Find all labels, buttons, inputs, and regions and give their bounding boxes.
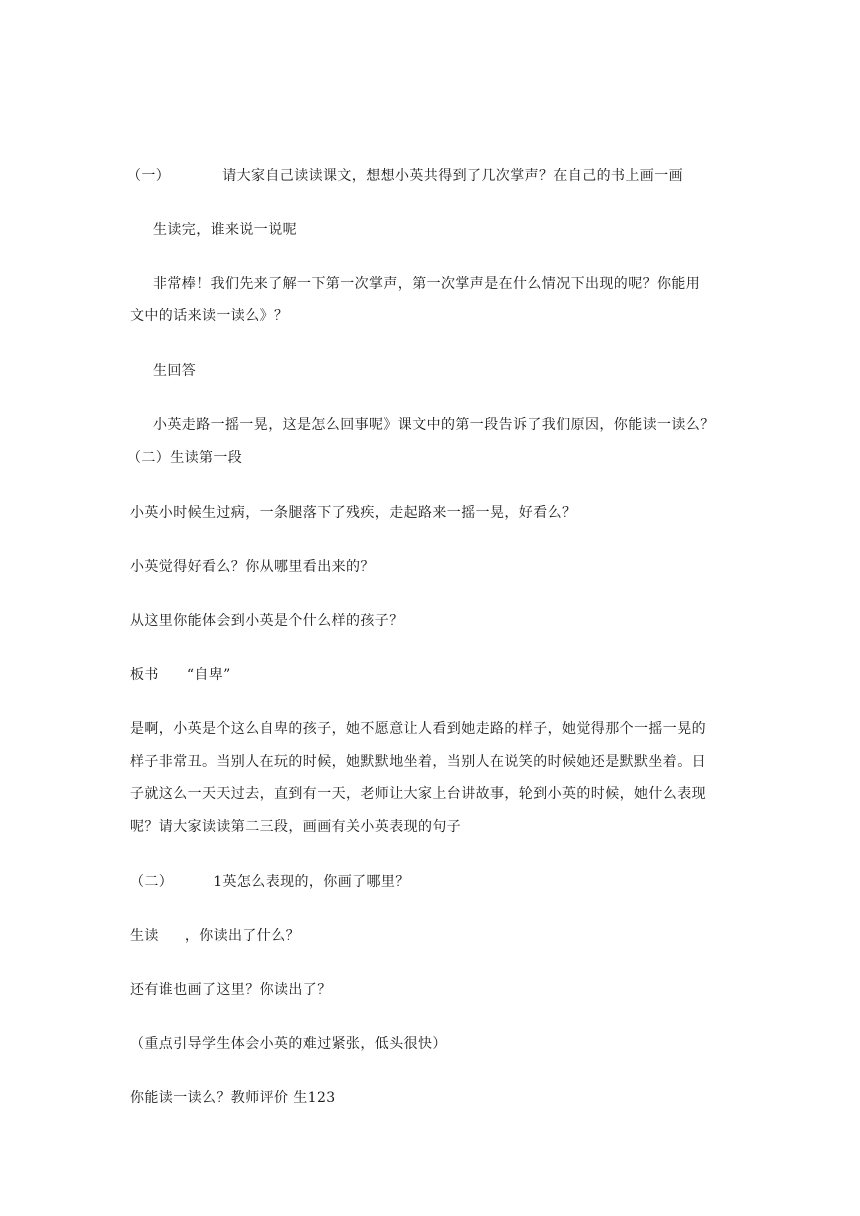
- paragraph-9: 从这里你能体会到小英是个什么样的孩子？: [130, 613, 404, 629]
- paragraph-2: 生读完，谁来说一说呢: [153, 222, 297, 238]
- paragraph-6: （二）生读第一段: [127, 450, 243, 466]
- board-text: “自卑”: [186, 667, 231, 683]
- paragraph-13: [130, 926, 300, 946]
- paragraph-11-line-4: 呢？请大家读读第二三段，画画有关小英表现的句子: [130, 819, 462, 835]
- paragraph-11-line-3: 子就这么一天天过去，直到有一天，老师让大家上台讲故事，轮到小英的时候，她什么表现: [130, 786, 706, 802]
- paragraph-4: 生回答: [153, 363, 197, 379]
- paragraph-5: 小英走路一摇一晃，这是怎么回事呢》课文中的第一段告诉了我们原因，你能读一读么？: [153, 417, 715, 433]
- paragraph-14: 还有谁也画了这里？你读出了？: [130, 982, 332, 998]
- paragraph-11-line-1: 是啊，小英是个这么自卑的孩子，她不愿意让人看到她走路的样子，她觉得那个一摇一晃的: [130, 721, 706, 737]
- paragraph-11-line-2: 样子非常丑。当别人在玩的时候，她默默地坐着，当别人在说笑的时候她还是默默坐着。日: [130, 754, 706, 770]
- paragraph-10: [130, 665, 231, 685]
- paragraph-15: （重点引导学生体会小英的难过紧张，低头很快）: [130, 1036, 447, 1052]
- paragraph-7: 小英小时候生过病，一条腿落下了残疾，走起路来一摇一晃，好看么？: [130, 505, 577, 521]
- paragraph-3-line-1: 非常棒！我们先来了解一下第一次掌声，第一次掌声是在什么情况下出现的呢？你能用: [153, 276, 701, 292]
- paragraph-12: [130, 872, 410, 892]
- paragraph-16: 你能读一读么？教师评价 生123: [130, 1090, 336, 1106]
- section-label-one: （一）: [127, 168, 171, 184]
- paragraph-8: 小英觉得好看么？你从哪里看出来的？: [130, 559, 375, 575]
- student-reads-label: 生读: [130, 928, 159, 944]
- board-label: 板书: [130, 667, 159, 683]
- section-label-two: （二）: [130, 874, 174, 890]
- paragraph-13-text: ，你读出了什么？: [184, 928, 301, 944]
- paragraph-1-text: 请大家自己读读课文，想想小英共得到了几次掌声？在自己的书上画一画: [222, 168, 684, 184]
- paragraph-1: [127, 166, 683, 186]
- paragraph-12-text: 1英怎么表现的，你画了哪里？: [213, 874, 410, 890]
- paragraph-3-line-2: 文中的话来读一读么》？: [130, 308, 289, 324]
